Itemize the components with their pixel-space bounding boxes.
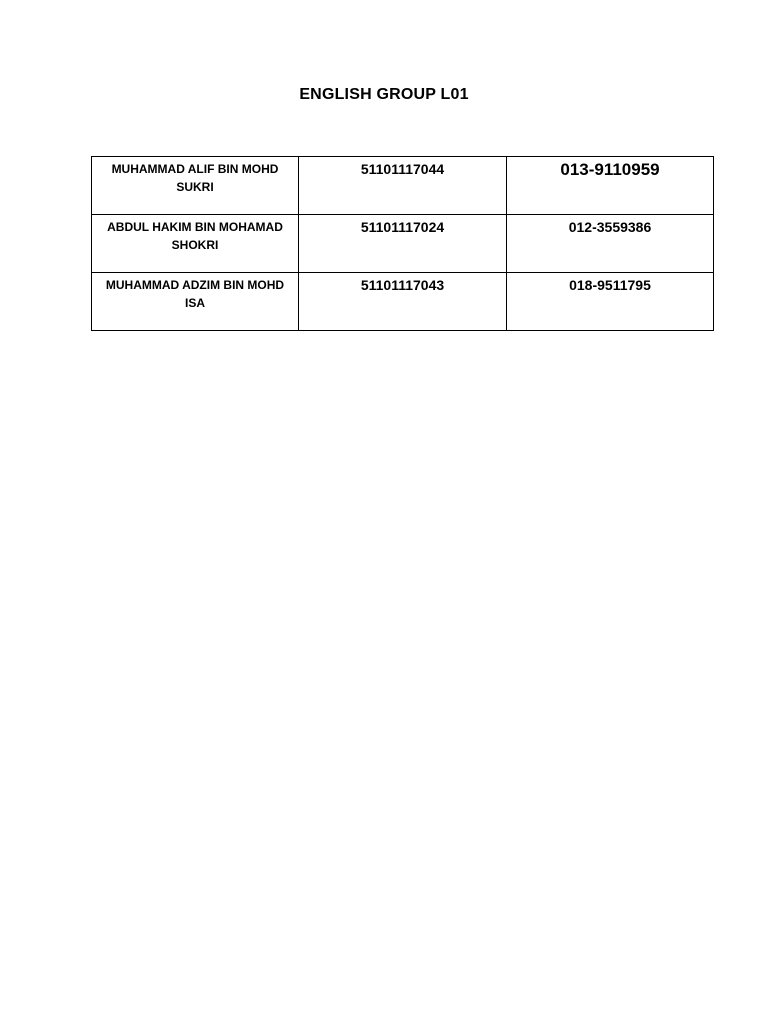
- student-id-cell: 51101117024: [299, 215, 507, 273]
- member-name-cell: ABDUL HAKIM BIN MOHAMAD SHOKRI: [92, 215, 299, 273]
- table-row: [92, 273, 714, 331]
- table-row: [92, 215, 714, 273]
- phone-number-cell: 012-3559386: [507, 215, 714, 273]
- member-table: [91, 156, 714, 331]
- member-name-cell: MUHAMMAD ADZIM BIN MOHD ISA: [92, 273, 299, 331]
- phone-number-cell: 013-9110959: [507, 157, 714, 215]
- table-row: [92, 157, 714, 215]
- student-id-cell: 51101117044: [299, 157, 507, 215]
- member-name-cell: MUHAMMAD ALIF BIN MOHD SUKRI: [92, 157, 299, 215]
- student-id-cell: 51101117043: [299, 273, 507, 331]
- document-title: ENGLISH GROUP L01: [299, 86, 469, 103]
- phone-number-cell: 018-9511795: [507, 273, 714, 331]
